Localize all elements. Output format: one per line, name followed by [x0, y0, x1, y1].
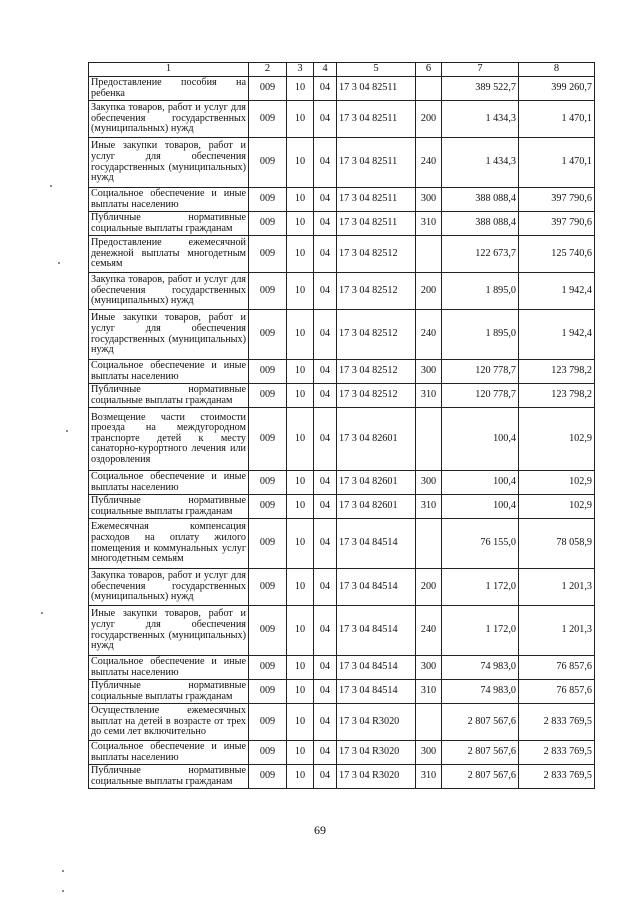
amount-year1-cell: 1 172,0 [442, 606, 519, 656]
header-cell: 2 [249, 63, 287, 77]
subsection-code-cell: 04 [314, 656, 337, 680]
subsection-code-cell: 04 [314, 236, 337, 273]
ministry-code-cell: 009 [249, 680, 287, 704]
row-name-cell: Предоставление пособия на ребенка [89, 77, 249, 101]
amount-year1-cell: 100,4 [442, 471, 519, 495]
ministry-code-cell: 009 [249, 471, 287, 495]
amount-year1-cell: 388 088,4 [442, 188, 519, 212]
expense-type-cell [416, 77, 442, 101]
expense-type-cell: 240 [416, 138, 442, 188]
table-row [89, 680, 595, 704]
header-cell: 3 [287, 63, 314, 77]
amount-year1-cell: 2 807 567,6 [442, 741, 519, 765]
amount-year2-cell: 1 201,3 [519, 569, 595, 606]
table-row [89, 236, 595, 273]
amount-year2-cell: 102,9 [519, 495, 595, 519]
ministry-code-cell: 009 [249, 236, 287, 273]
target-article-cell: 17 3 04 82511 [337, 101, 416, 138]
amount-year2-cell: 2 833 769,5 [519, 704, 595, 741]
row-name-cell: Иные закупки товаров, работ и услуг для обеспечения государственных (муниципальных) нужд [89, 606, 249, 656]
section-code-cell: 10 [287, 138, 314, 188]
amount-year1-cell: 100,4 [442, 408, 519, 471]
section-code-cell: 10 [287, 741, 314, 765]
ministry-code-cell: 009 [249, 101, 287, 138]
row-name-cell: Ежемесячная компенсация расходов на оплату жилого помещения и коммунальных услуг многодетным семьям [89, 519, 249, 569]
section-code-cell: 10 [287, 519, 314, 569]
ministry-code-cell: 009 [249, 569, 287, 606]
row-name-cell: Социальное обеспечение и иные выплаты населению [89, 360, 249, 384]
ministry-code-cell: 009 [249, 310, 287, 360]
subsection-code-cell: 04 [314, 765, 337, 789]
target-article-cell: 17 3 04 R3020 [337, 741, 416, 765]
amount-year1-cell: 1 895,0 [442, 310, 519, 360]
row-name-cell: Публичные нормативные социальные выплаты гражданам [89, 384, 249, 408]
scan-speck [66, 430, 68, 432]
row-name-cell: Публичные нормативные социальные выплаты гражданам [89, 765, 249, 789]
budget-table [88, 62, 595, 789]
amount-year1-cell: 1 172,0 [442, 569, 519, 606]
amount-year1-cell: 100,4 [442, 495, 519, 519]
ministry-code-cell: 009 [249, 77, 287, 101]
section-code-cell: 10 [287, 384, 314, 408]
amount-year1-cell: 122 673,7 [442, 236, 519, 273]
target-article-cell: 17 3 04 82511 [337, 138, 416, 188]
target-article-cell: 17 3 04 84514 [337, 680, 416, 704]
subsection-code-cell: 04 [314, 101, 337, 138]
section-code-cell: 10 [287, 310, 314, 360]
amount-year2-cell: 397 790,6 [519, 212, 595, 236]
table-row [89, 273, 595, 310]
ministry-code-cell: 009 [249, 360, 287, 384]
page-number: 69 [314, 823, 326, 837]
table-row [89, 519, 595, 569]
amount-year1-cell: 74 983,0 [442, 680, 519, 704]
row-name-cell: Социальное обеспечение и иные выплаты населению [89, 188, 249, 212]
section-code-cell: 10 [287, 606, 314, 656]
row-name-cell: Иные закупки товаров, работ и услуг для обеспечения государственных (муниципальных) нужд [89, 310, 249, 360]
ministry-code-cell: 009 [249, 188, 287, 212]
amount-year2-cell: 1 942,4 [519, 273, 595, 310]
scan-speck [62, 890, 64, 892]
target-article-cell: 17 3 04 82511 [337, 188, 416, 212]
table-row [89, 569, 595, 606]
table-row [89, 360, 595, 384]
target-article-cell: 17 3 04 84514 [337, 606, 416, 656]
header-cell: 8 [519, 63, 595, 77]
table-row [89, 741, 595, 765]
amount-year1-cell: 388 088,4 [442, 212, 519, 236]
scan-speck [62, 870, 64, 872]
row-name-cell: Публичные нормативные социальные выплаты гражданам [89, 680, 249, 704]
target-article-cell: 17 3 04 82512 [337, 310, 416, 360]
table-row [89, 101, 595, 138]
amount-year2-cell: 2 833 769,5 [519, 765, 595, 789]
amount-year2-cell: 1 942,4 [519, 310, 595, 360]
target-article-cell: 17 3 04 82601 [337, 495, 416, 519]
amount-year1-cell: 120 778,7 [442, 360, 519, 384]
row-name-cell: Осуществление ежемесячных выплат на детей в возрасте от трех до семи лет включительно [89, 704, 249, 741]
subsection-code-cell: 04 [314, 188, 337, 212]
section-code-cell: 10 [287, 656, 314, 680]
amount-year2-cell: 78 058,9 [519, 519, 595, 569]
target-article-cell: 17 3 04 84514 [337, 656, 416, 680]
ministry-code-cell: 009 [249, 741, 287, 765]
section-code-cell: 10 [287, 495, 314, 519]
expense-type-cell: 200 [416, 569, 442, 606]
amount-year1-cell: 1 434,3 [442, 101, 519, 138]
expense-type-cell: 300 [416, 741, 442, 765]
target-article-cell: 17 3 04 84514 [337, 519, 416, 569]
amount-year2-cell: 123 798,2 [519, 384, 595, 408]
section-code-cell: 10 [287, 188, 314, 212]
expense-type-cell: 200 [416, 101, 442, 138]
row-name-cell: Возмещение части стоимости проезда на междугородном транспорте детей к месту санаторно-курортного лечения или оздоровления [89, 408, 249, 471]
scan-speck [58, 262, 60, 264]
amount-year2-cell: 1 470,1 [519, 101, 595, 138]
row-name-cell: Социальное обеспечение и иные выплаты населению [89, 471, 249, 495]
table-row [89, 471, 595, 495]
expense-type-cell: 200 [416, 273, 442, 310]
table-row [89, 656, 595, 680]
target-article-cell: 17 3 04 82601 [337, 471, 416, 495]
section-code-cell: 10 [287, 765, 314, 789]
ministry-code-cell: 009 [249, 212, 287, 236]
row-name-cell: Публичные нормативные социальные выплаты гражданам [89, 212, 249, 236]
section-code-cell: 10 [287, 569, 314, 606]
subsection-code-cell: 04 [314, 606, 337, 656]
ministry-code-cell: 009 [249, 138, 287, 188]
scan-speck [41, 612, 43, 614]
section-code-cell: 10 [287, 77, 314, 101]
ministry-code-cell: 009 [249, 606, 287, 656]
expense-type-cell: 300 [416, 471, 442, 495]
section-code-cell: 10 [287, 236, 314, 273]
target-article-cell: 17 3 04 82512 [337, 360, 416, 384]
ministry-code-cell: 009 [249, 704, 287, 741]
section-code-cell: 10 [287, 471, 314, 495]
amount-year1-cell: 389 522,7 [442, 77, 519, 101]
amount-year1-cell: 2 807 567,6 [442, 765, 519, 789]
amount-year2-cell: 2 833 769,5 [519, 741, 595, 765]
amount-year2-cell: 1 470,1 [519, 138, 595, 188]
amount-year2-cell: 397 790,6 [519, 188, 595, 212]
row-name-cell: Иные закупки товаров, работ и услуг для обеспечения государственных (муниципальных) нужд [89, 138, 249, 188]
table-row [89, 310, 595, 360]
table-row [89, 188, 595, 212]
scan-speck [50, 185, 52, 187]
ministry-code-cell: 009 [249, 408, 287, 471]
ministry-code-cell: 009 [249, 765, 287, 789]
subsection-code-cell: 04 [314, 310, 337, 360]
table-body [89, 77, 595, 789]
expense-type-cell: 310 [416, 495, 442, 519]
header-cell: 5 [337, 63, 416, 77]
subsection-code-cell: 04 [314, 704, 337, 741]
amount-year2-cell: 76 857,6 [519, 656, 595, 680]
subsection-code-cell: 04 [314, 680, 337, 704]
amount-year1-cell: 1 895,0 [442, 273, 519, 310]
expense-type-cell: 310 [416, 765, 442, 789]
target-article-cell: 17 3 04 R3020 [337, 704, 416, 741]
row-name-cell: Публичные нормативные социальные выплаты гражданам [89, 495, 249, 519]
header-cell: 4 [314, 63, 337, 77]
amount-year1-cell: 2 807 567,6 [442, 704, 519, 741]
section-code-cell: 10 [287, 101, 314, 138]
expense-type-cell: 300 [416, 360, 442, 384]
expense-type-cell: 310 [416, 384, 442, 408]
subsection-code-cell: 04 [314, 138, 337, 188]
amount-year1-cell: 74 983,0 [442, 656, 519, 680]
target-article-cell: 17 3 04 82511 [337, 77, 416, 101]
target-article-cell: 17 3 04 82512 [337, 384, 416, 408]
ministry-code-cell: 009 [249, 656, 287, 680]
ministry-code-cell: 009 [249, 495, 287, 519]
amount-year1-cell: 76 155,0 [442, 519, 519, 569]
section-code-cell: 10 [287, 680, 314, 704]
table-row [89, 495, 595, 519]
table-row [89, 704, 595, 741]
target-article-cell: 17 3 04 82601 [337, 408, 416, 471]
subsection-code-cell: 04 [314, 212, 337, 236]
expense-type-cell: 310 [416, 680, 442, 704]
subsection-code-cell: 04 [314, 360, 337, 384]
row-name-cell: Социальное обеспечение и иные выплаты населению [89, 656, 249, 680]
amount-year1-cell: 120 778,7 [442, 384, 519, 408]
subsection-code-cell: 04 [314, 408, 337, 471]
subsection-code-cell: 04 [314, 384, 337, 408]
subsection-code-cell: 04 [314, 569, 337, 606]
subsection-code-cell: 04 [314, 519, 337, 569]
row-name-cell: Закупка товаров, работ и услуг для обеспечения государственных (муниципальных) нужд [89, 569, 249, 606]
header-cell: 6 [416, 63, 442, 77]
table-row [89, 408, 595, 471]
section-code-cell: 10 [287, 273, 314, 310]
expense-type-cell: 300 [416, 656, 442, 680]
expense-type-cell: 310 [416, 212, 442, 236]
amount-year2-cell: 399 260,7 [519, 77, 595, 101]
table-header-row [89, 63, 595, 77]
table-row [89, 606, 595, 656]
header-cell: 7 [442, 63, 519, 77]
table-row [89, 138, 595, 188]
amount-year2-cell: 123 798,2 [519, 360, 595, 384]
section-code-cell: 10 [287, 360, 314, 384]
expense-type-cell: 240 [416, 310, 442, 360]
row-name-cell: Предоставление ежемесячной денежной выплаты многодетным семьям [89, 236, 249, 273]
table-row [89, 212, 595, 236]
target-article-cell: 17 3 04 R3020 [337, 765, 416, 789]
expense-type-cell [416, 408, 442, 471]
section-code-cell: 10 [287, 408, 314, 471]
ministry-code-cell: 009 [249, 519, 287, 569]
target-article-cell: 17 3 04 82511 [337, 212, 416, 236]
row-name-cell: Закупка товаров, работ и услуг для обеспечения государственных (муниципальных) нужд [89, 273, 249, 310]
row-name-cell: Социальное обеспечение и иные выплаты населению [89, 741, 249, 765]
amount-year2-cell: 125 740,6 [519, 236, 595, 273]
target-article-cell: 17 3 04 82512 [337, 236, 416, 273]
section-code-cell: 10 [287, 704, 314, 741]
row-name-cell: Закупка товаров, работ и услуг для обеспечения государственных (муниципальных) нужд [89, 101, 249, 138]
ministry-code-cell: 009 [249, 273, 287, 310]
expense-type-cell [416, 236, 442, 273]
expense-type-cell: 240 [416, 606, 442, 656]
subsection-code-cell: 04 [314, 741, 337, 765]
expense-type-cell [416, 704, 442, 741]
target-article-cell: 17 3 04 82512 [337, 273, 416, 310]
section-code-cell: 10 [287, 212, 314, 236]
subsection-code-cell: 04 [314, 273, 337, 310]
table-row [89, 765, 595, 789]
table-row [89, 77, 595, 101]
table-row [89, 384, 595, 408]
amount-year1-cell: 1 434,3 [442, 138, 519, 188]
subsection-code-cell: 04 [314, 471, 337, 495]
ministry-code-cell: 009 [249, 384, 287, 408]
amount-year2-cell: 76 857,6 [519, 680, 595, 704]
expense-type-cell [416, 519, 442, 569]
header-cell: 1 [89, 63, 249, 77]
subsection-code-cell: 04 [314, 495, 337, 519]
amount-year2-cell: 102,9 [519, 471, 595, 495]
amount-year2-cell: 102,9 [519, 408, 595, 471]
subsection-code-cell: 04 [314, 77, 337, 101]
amount-year2-cell: 1 201,3 [519, 606, 595, 656]
target-article-cell: 17 3 04 84514 [337, 569, 416, 606]
expense-type-cell: 300 [416, 188, 442, 212]
